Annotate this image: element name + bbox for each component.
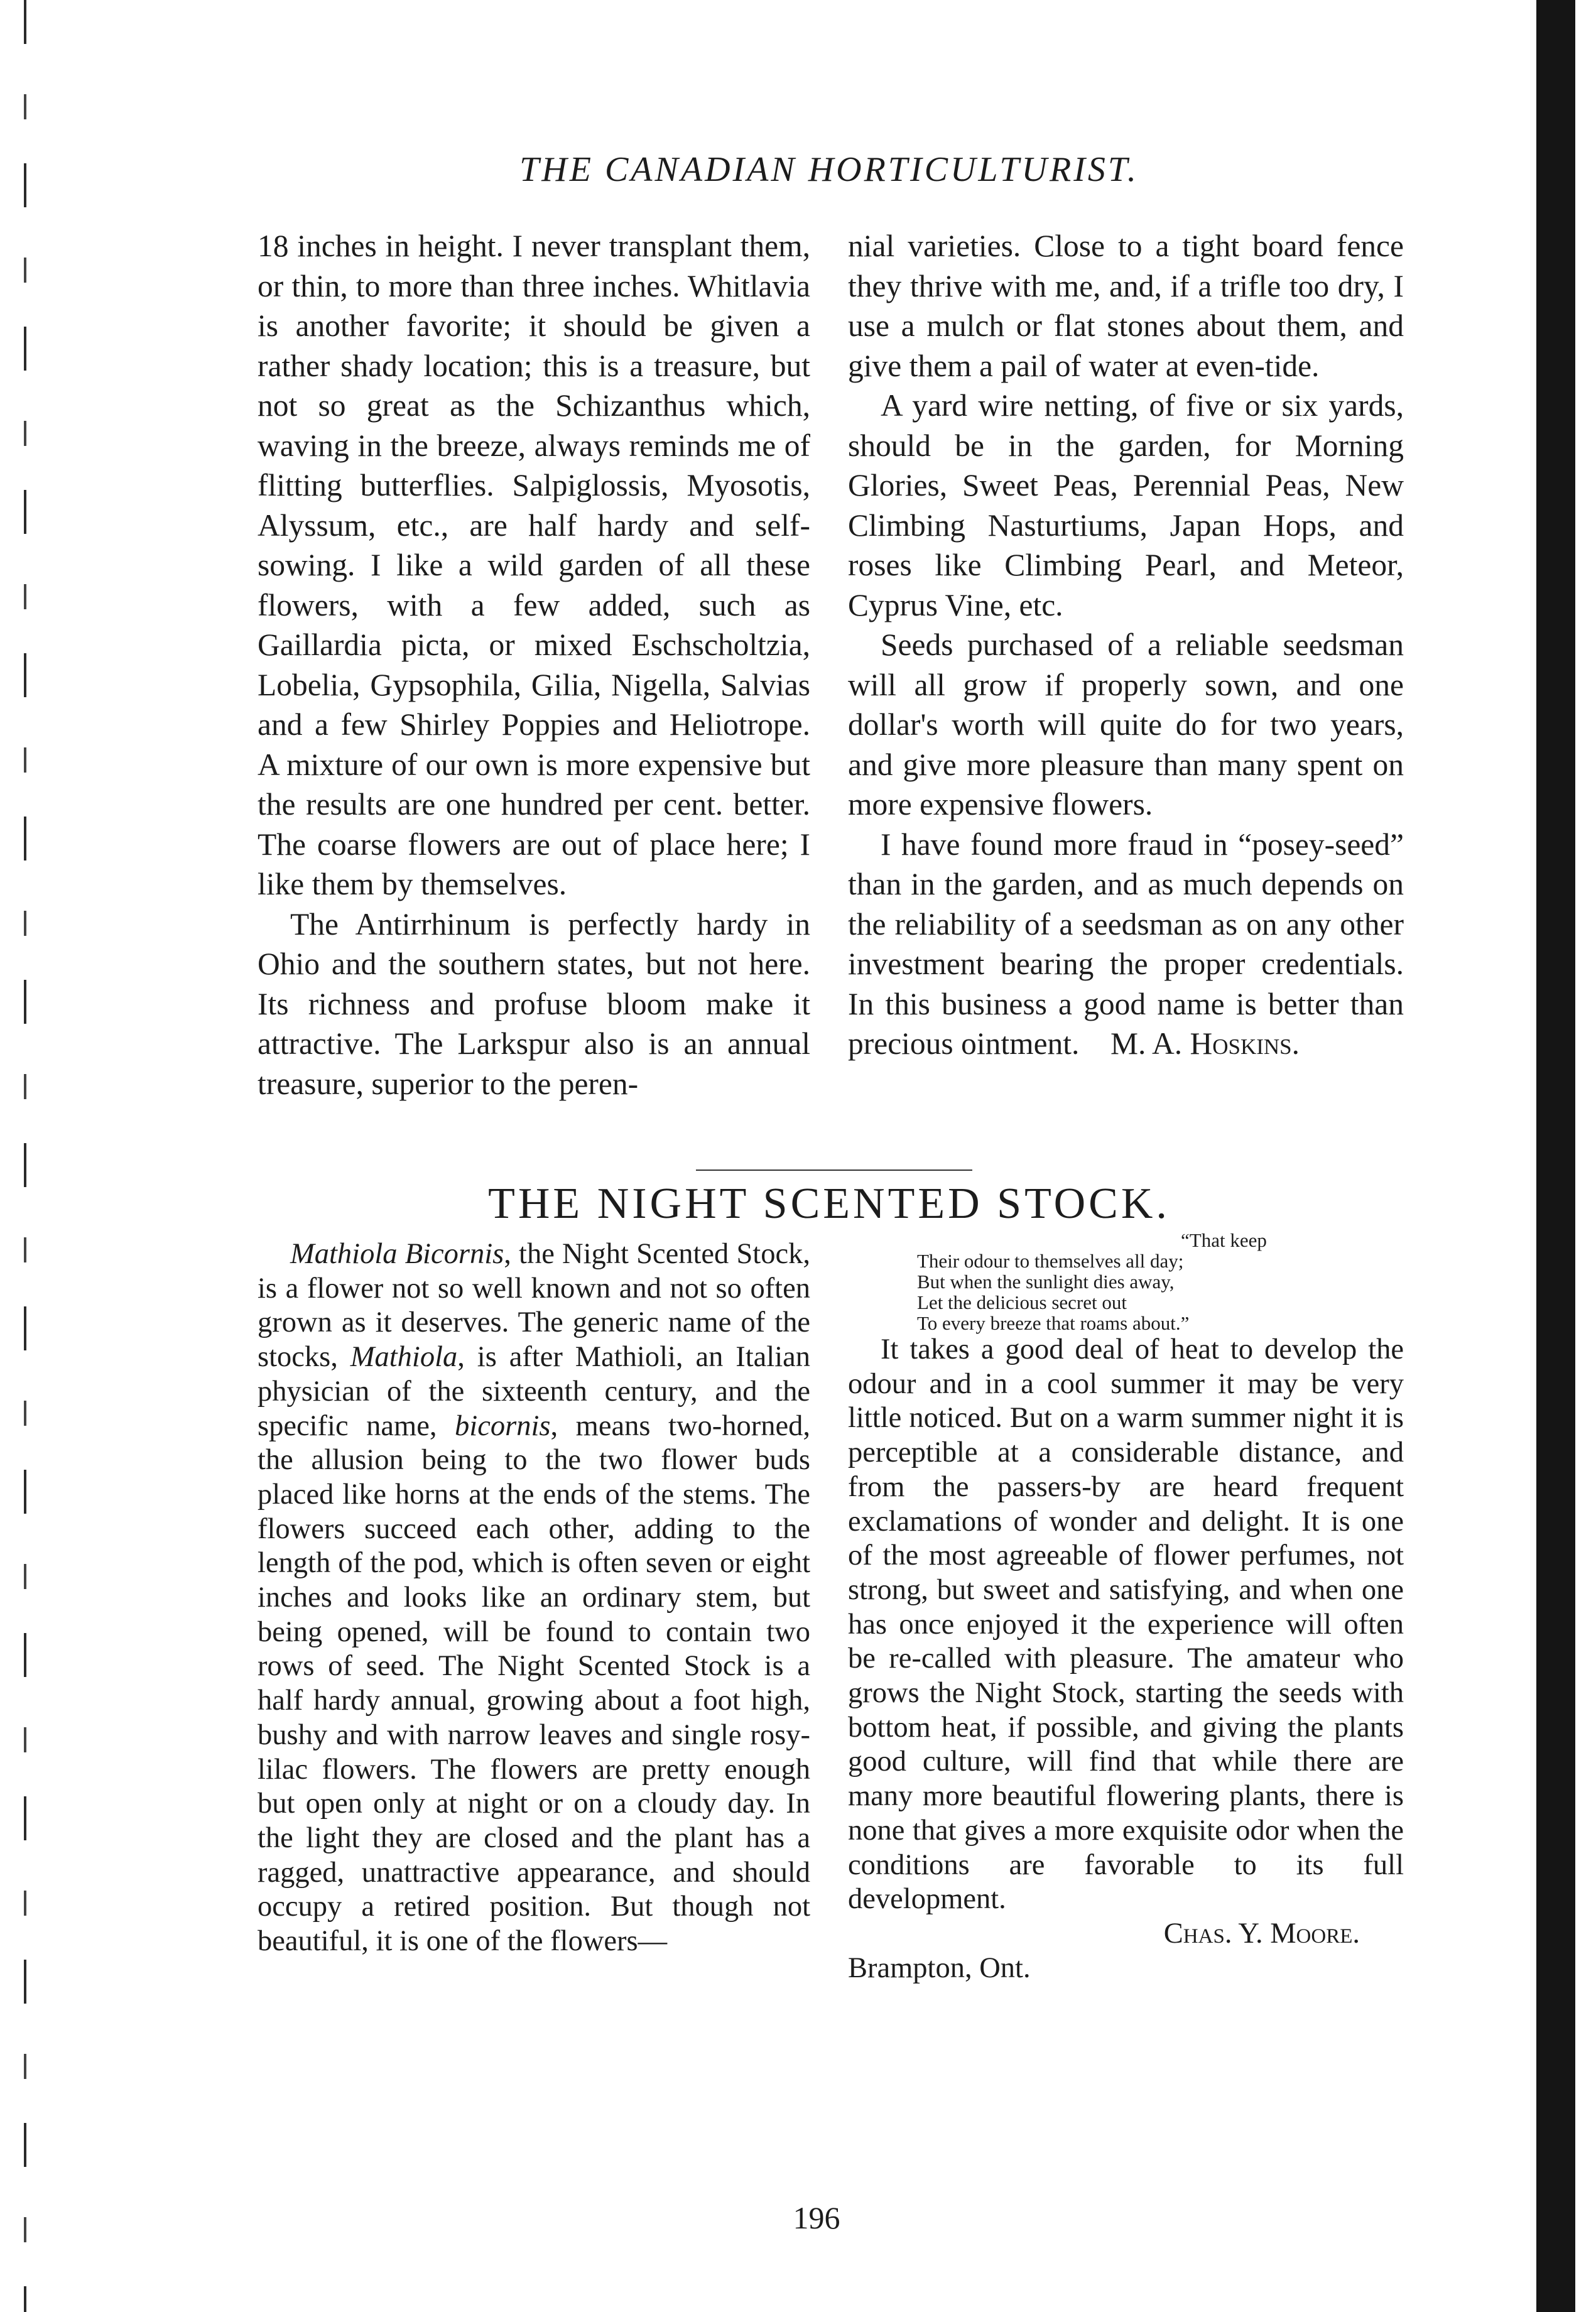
running-head: THE CANADIAN HORTICULTURIST. (519, 150, 1139, 189)
verse-line: But when the sunlight dies away, (917, 1271, 1175, 1293)
page-number: 196 (793, 2200, 840, 2235)
italic-text: bicornis (455, 1409, 551, 1442)
paragraph (258, 1237, 810, 1959)
author-location: Brampton, Ont. (848, 1951, 1031, 1984)
paragraph-text: , means two-horned, the allusion being to the two flower buds placed like horns at the ends of the stems. The flowers succeed each other, adding to the length of the pod, which is often seven or eight inches and looks like an ordinary stem, but being opened, will be found to contain two rows of seed. The Night Scented Stock is a half hardy annual, growing about a foot high, bushy and with narrow leaves and single rosy-lilac flowers. The flowers are pretty enough but open only at night or on a cloudy day. In the light they are closed and the plant has a ragged, unattractive appearance, and should occupy a retired position. But though not beautiful, it is one of the flowers— (258, 1409, 810, 1958)
italic-text: Mathiola Bicornis (290, 1238, 504, 1270)
paragraph: 18 inches in height. I never transplant them, or thin, to more than three inches. Whitlavia is another favorite; it should be given a rather shady location; this is a treasure, but not so great as the Schizanthus which, waving in the breeze, always reminds me of flitting butterflies. Salpiglossis, Myosotis, Alyssum, etc., are half hardy and self-sowing. I like a wild garden of all these flowers, with a few added, such as Gaillardia picta, or mixed Eschscholtzia, Lobelia, Gypsophila, Gilia, Nigella, Salvias and a few Shirley Poppies and Heliotrope. A mixture of our own is more expensive but the results are one hundred per cent. better. The coarse flowers are out of place here; I like them by themselves. (258, 229, 810, 901)
paragraph: It takes a good deal of heat to develop the odour and in a cool summer it may be very little noticed. But on a warm summer night it is perceptible at a considerable distance, and from the passers-by are heard frequent exclamations of wonder and delight. It is one of the most agreeable of flower perfumes, not strong, but sweet and satisfying, and when one has once enjoyed it the experience will often be re-called with pleasure. The amateur who grows the Night Stock, starting the seeds with bottom heat, if possible, and giving the plants good culture, will find that while there are many more beautiful flowering plants, there is none that gives a more exquisite odor when the conditions are favorable to its full development. (848, 1333, 1404, 1916)
paragraph: Seeds purchased of a reliable seedsman will all grow if properly sown, and one dollar's worth will quite do for two years, and give more pleasure than many spent on more expensive flowers. (848, 627, 1404, 822)
paragraph: The Antirrhinum is perfectly hardy in Ohio and the southern states, but not here. Its richness and profuse bloom make it attractive. The Larkspur also is an annual treasure, superior to the peren- (258, 906, 810, 1101)
bottom-right-column (848, 1333, 1404, 1985)
paragraph-text: , is after Mathioli, an Italian physician of the sixteenth century, and the specific name, (258, 1341, 811, 1442)
paragraph: A yard wire netting, of five or six yards, should be in the garden, for Morning Glories, Sweet Peas, Perennial Peas, New Climbing Nasturtiums, Japan Hops, and roses like Climbing Pearl, and Meteor, Cyprus Vine, etc. (848, 388, 1404, 622)
section-divider (696, 1170, 972, 1171)
verse-line: Their odour to themselves all day; (917, 1250, 1184, 1272)
paragraph (848, 825, 1404, 1064)
verse-line: Let the delicious secret out (917, 1291, 1127, 1313)
verse-quote (917, 1230, 1350, 1333)
verse-line: To every breeze that roams about.” (917, 1312, 1190, 1334)
author-signature: Chas. Y. Moore. (1163, 1917, 1360, 1950)
paragraph: nial varieties. Close to a tight board fence they thrive with me, and, if a trifle too dry, I use a mulch or flat stones about them, and give them a pail of water at even-tide. (848, 229, 1404, 383)
paragraph-text: I have found more fraud in “posey-seed” than in the garden, and as much depends on the reliability of a seedsman as on any other investment bearing the proper credentials. In this business a good name is better than precious ointment. (848, 827, 1404, 1061)
paragraph-text: , the Night Scented Stock, is a flower not so well known and not so often grown as it deserves. The generic name of the stocks, (258, 1238, 810, 1374)
verse-line: “That keep (1181, 1229, 1267, 1251)
top-right-column (848, 226, 1404, 1064)
top-left-column (258, 226, 810, 1104)
article-title: THE NIGHT SCENTED STOCK. (488, 1180, 1170, 1228)
scan-left-edge (24, 0, 26, 2312)
italic-text: Mathiola (350, 1341, 458, 1374)
scan-right-edge (1536, 0, 1575, 2312)
bottom-left-column (258, 1237, 810, 1959)
author-signature: M. A. Hoskins. (1110, 1026, 1300, 1061)
